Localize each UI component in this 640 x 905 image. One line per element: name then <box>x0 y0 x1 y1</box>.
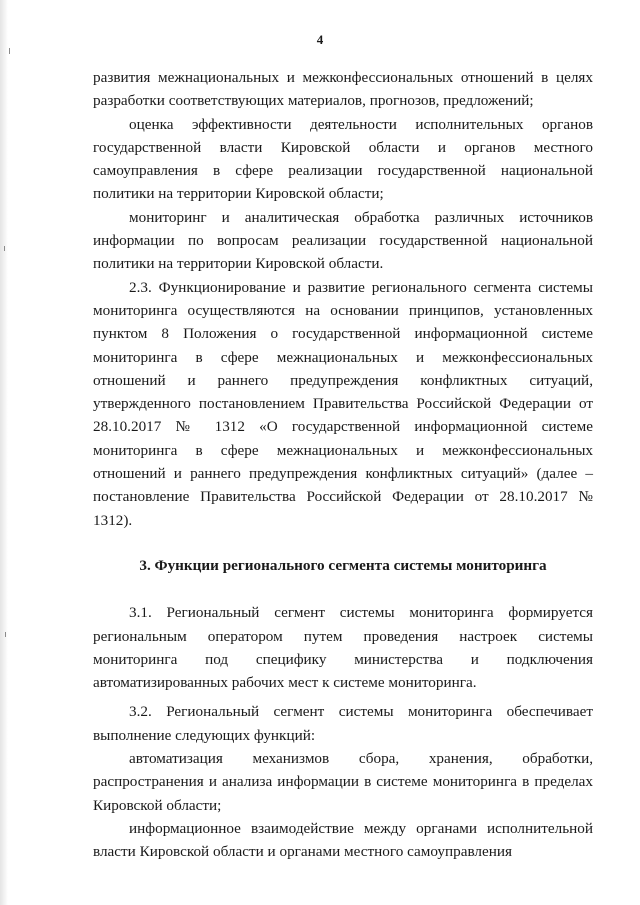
list-item-paragraph: автоматизация механизмов сбора, хранения, обработки, распространения и анализа информации в системе мониторинга в пределах Кировской области; <box>93 750 593 814</box>
scan-speck <box>5 632 6 637</box>
list-item-paragraph: оценка эффективности деятельности исполнительных органов государственной власти Кировской области и органов местного самоуправления в сфере реализации государственной национальной политики на территории Кировской области; <box>93 115 593 203</box>
scan-speck <box>9 48 10 54</box>
page-number: 4 <box>316 32 324 47</box>
clause-3-1: 3.1. Региональный сегмент системы мониторинга формируется региональным оператором путем проведения настроек системы мониторинга под специфику министерства и подключения автоматизированных рабочих мест к системе мониторинга. <box>93 604 593 692</box>
list-item-paragraph: информационное взаимодействие между органами исполнительной власти Кировской области и органами местного самоуправления <box>93 819 593 861</box>
clause-3-2: 3.2. Региональный сегмент системы мониторинга обеспечивает выполнение следующих функций: <box>93 703 593 744</box>
scan-speck <box>4 246 5 251</box>
document-body <box>93 66 593 864</box>
scan-edge-shadow <box>0 0 8 905</box>
section-heading: 3. Функции регионального сегмента системы мониторинга <box>139 556 547 574</box>
clause-2-3: 2.3. Функционирование и развитие регионального сегмента системы мониторинга осуществляются на основании принципов, установленных пунктом 8 Положения о государственной информационной системе мониторинга в сфере межнациональных и межконфессиональных отношений и раннего предупреждения конфликтных ситуаций, утвержденного постановлением Правительства Российской Федерации от 28.10.2017 № 1312 «О государственной информационной системе мониторинга в сфере межнациональных и межконфессиональных отношений и раннего предупреждения конфликтных ситуаций» (далее – постановление Правительства Российской Федерации от 28.10.2017 № 1312). <box>93 278 593 529</box>
paragraph: развития межнациональных и межконфессиональных отношений в целях разработки соответствующих материалов, прогнозов, предложений; <box>93 69 593 110</box>
list-item-paragraph: мониторинг и аналитическая обработка различных источников информации по вопросам реализации государственной национальной политики на территории Кировской области. <box>93 208 593 273</box>
